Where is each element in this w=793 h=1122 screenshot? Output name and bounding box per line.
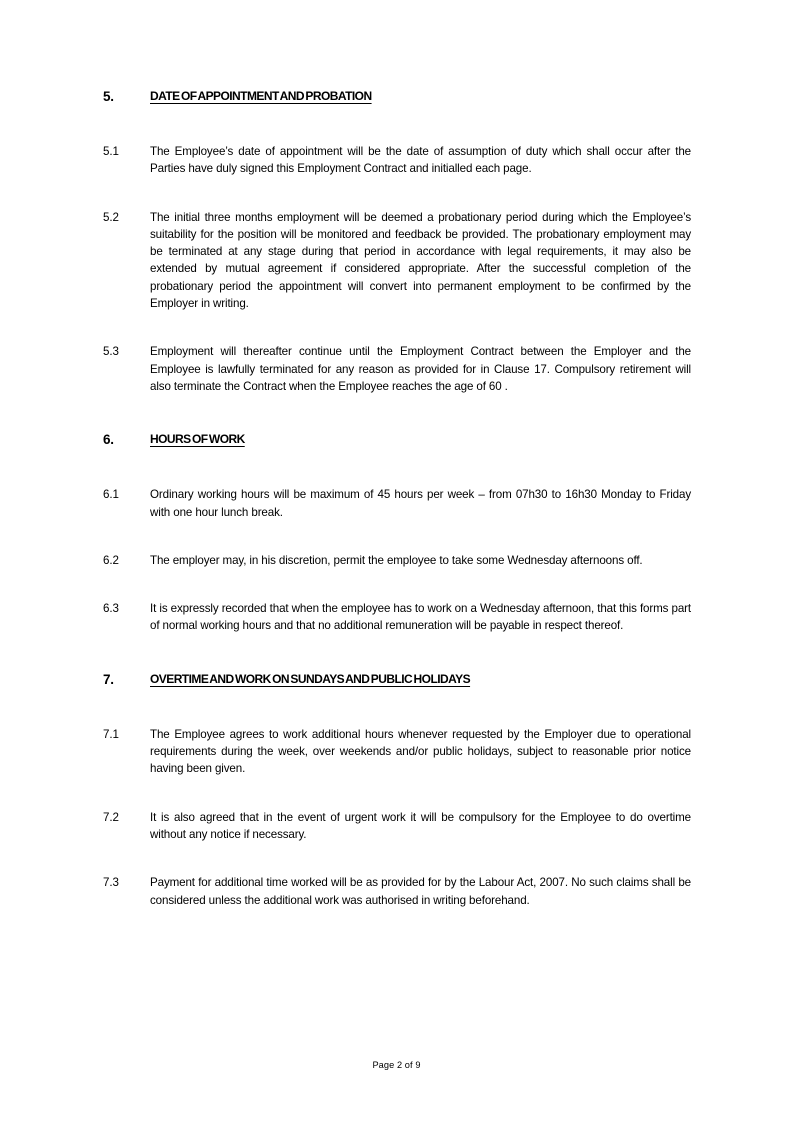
spacer [103, 843, 691, 874]
clause-number: 6.1 [103, 488, 119, 502]
clause-7-1 [103, 726, 691, 778]
page-number-label: Page 2 of 9 [372, 1060, 421, 1070]
spacer [103, 688, 691, 726]
clause-text: It is expressly recorded that when the employee has to work on a Wednesday afternoon, that this forms part of normal working hours and that no additional remuneration will be payable in respect thereof. [150, 602, 691, 633]
clause-number: 6.2 [103, 553, 119, 567]
clause-6-3 [103, 600, 691, 635]
clause-5-3 [103, 343, 691, 395]
clause-text: It is also agreed that in the event of urgent work it will be compulsory for the Employee to do overtime without any notice if necessary. [150, 810, 691, 841]
spacer [103, 178, 691, 209]
spacer [103, 105, 691, 143]
section-number-5: 5. [103, 89, 114, 104]
clause-number: 7.3 [103, 876, 119, 890]
clause-text: The Employee agrees to work additional hours whenever requested by the Employer due to operational requirements during the week, over weekends and/or public holidays, subject to reasonable prior notice having been given. [150, 727, 691, 776]
section-title-6: HOURS OF WORK [150, 432, 245, 447]
clause-text: Ordinary working hours will be maximum of 45 hours per week – from 07h30 to 16h30 Monday to Friday with one hour lunch break. [150, 488, 691, 519]
spacer [103, 395, 691, 431]
clause-number: 5.1 [103, 145, 119, 158]
clause-text: The employer may, in his discretion, permit the employee to take some Wednesday afternoons off. [150, 553, 643, 567]
spacer [103, 778, 691, 809]
section-title-5: DATE OF APPOINTMENT AND PROBATION [150, 89, 372, 103]
clause-number: 7.2 [103, 810, 119, 824]
clause-text: Employment will thereafter continue until the Employment Contract between the Employer and the Employee is lawfully terminated for any reason as provided for in Clause 17. Compulsory retirement will also terminate the Contract when the Employee reaches the age of 60 . [150, 345, 691, 393]
section-title-7: OVERTIME AND WORK ON SUNDAYS AND PUBLIC HOLIDAYS [150, 671, 471, 686]
clause-7-2 [103, 809, 691, 844]
clause-5-2 [103, 209, 691, 313]
clause-text: Payment for additional time worked will be as provided for by the Labour Act, 2007. No such claims shall be considered unless the additional work was authorised in writing beforehand. [150, 876, 691, 907]
clause-6-1 [103, 486, 691, 521]
page-footer [0, 1059, 793, 1071]
clause-7-3 [103, 874, 691, 909]
document-body [103, 88, 691, 909]
section-heading-5 [103, 88, 691, 105]
clause-number: 6.3 [103, 602, 119, 616]
spacer [103, 448, 691, 486]
spacer [103, 521, 691, 552]
section-number-6: 6. [103, 432, 114, 448]
clause-number: 7.1 [103, 727, 119, 741]
spacer [103, 569, 691, 600]
clause-text: The initial three months employment will be deemed a probationary period during which the Employee’s suitability for the position will be monitored and feedback be provided. The probationary employment may be terminated at any stage during that period in accordance with legal requirements, it may also be extended by mutual agreement if considered appropriate. After the successful completion of the probationary period the appointment will convert into permanent employment to be confirmed by the Employer in writing. [150, 210, 691, 311]
clause-5-1 [103, 143, 691, 178]
clause-number: 5.2 [103, 210, 119, 224]
section-number-7: 7. [103, 671, 114, 687]
section-heading-7 [103, 671, 691, 688]
clause-number: 5.3 [103, 345, 119, 359]
spacer [103, 635, 691, 671]
clause-6-2 [103, 552, 691, 569]
clause-text: The Employee’s date of appointment will be the date of assumption of duty which shall occur after the Parties have duly signed this Employment Contract and initialled each page. [150, 145, 691, 176]
spacer [103, 312, 691, 343]
section-heading-6 [103, 431, 691, 448]
